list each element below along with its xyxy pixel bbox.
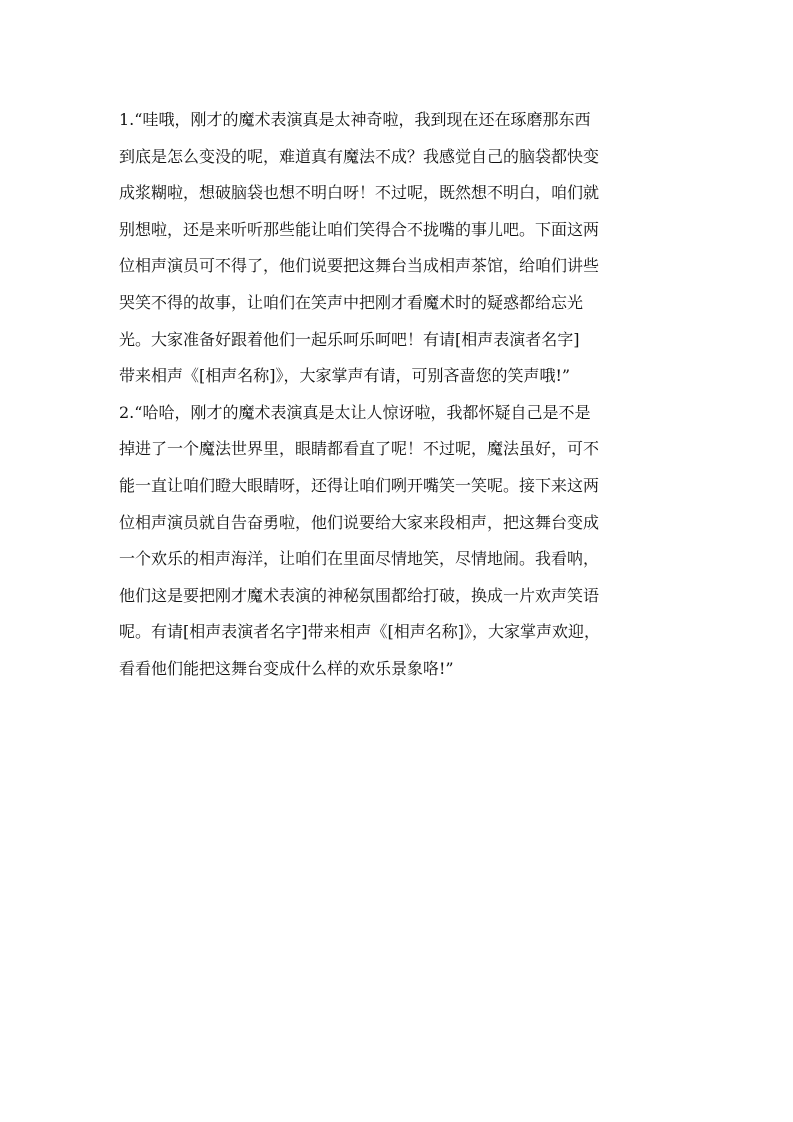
text-line: 哭笑不得的故事，让咱们在笑声中把刚才看魔术时的疑惑都给忘光: [119, 292, 584, 312]
text-line: 2.“哈哈，刚才的魔术表演真是太让人惊讶啦，我都怀疑自己是不是: [119, 402, 591, 422]
document-body: [119, 102, 679, 688]
text-line: 能一直让咱们瞪大眼睛呀，还得让咱们咧开嘴笑一笑呢。接下来这两: [119, 475, 600, 495]
text-line: 看看他们能把这舞台变成什么样的欢乐景象咯!”: [119, 658, 454, 678]
text-line: 位相声演员可不得了，他们说要把这舞台当成相声茶馆，给咱们讲些: [119, 256, 600, 276]
text-line: 掉进了一个魔法世界里，眼睛都看直了呢！不过呢，魔法虽好，可不: [119, 439, 600, 459]
paragraph-1: [119, 102, 679, 395]
text-line: 光。大家准备好跟着他们一起乐呵乐呵吧！有请[相声表演者名字]: [119, 329, 580, 349]
text-line: 他们这是要把刚才魔术表演的神秘氛围都给打破，换成一片欢声笑语: [119, 585, 600, 605]
text-line: 成浆糊啦，想破脑袋也想不明白呀！不过呢，既然想不明白，咱们就: [119, 183, 600, 203]
text-line: 到底是怎么变没的呢，难道真有魔法不成？我感觉自己的脑袋都快变: [119, 146, 600, 166]
text-line: 带来相声《[相声名称]》，大家掌声有请，可别吝啬您的笑声哦!”: [119, 366, 571, 386]
text-line: 别想啦，还是来听听那些能让咱们笑得合不拢嘴的事儿吧。下面这两: [119, 219, 600, 239]
text-line: 1.“哇哦，刚才的魔术表演真是太神奇啦，我到现在还在琢磨那东西: [119, 110, 591, 129]
paragraph-2: [119, 395, 679, 688]
text-line: 呢。有请[相声表演者名字]带来相声《[相声名称]》，大家掌声欢迎，: [119, 622, 600, 642]
text-line: 一个欢乐的相声海洋，让咱们在里面尽情地笑，尽情地闹。我看呐，: [119, 549, 600, 569]
text-line: 位相声演员就自告奋勇啦，他们说要给大家来段相声，把这舞台变成: [119, 512, 600, 532]
